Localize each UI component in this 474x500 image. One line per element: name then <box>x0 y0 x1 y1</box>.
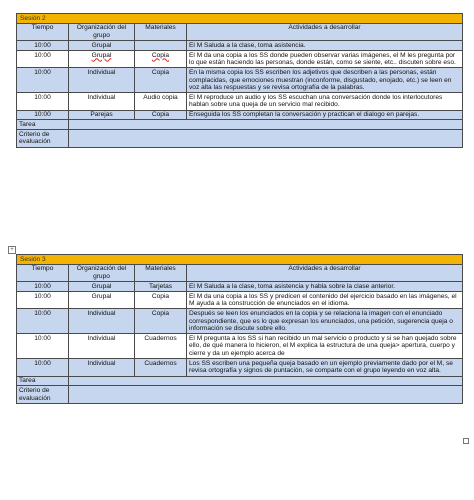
cell-materiales[interactable]: Copia <box>135 309 187 334</box>
footer-label-criterio: Criterio de evaluación <box>17 386 69 403</box>
cell-actividad[interactable]: El M Saluda a la clase, toma asistencia y habla sobre la clase anterior. <box>187 282 463 292</box>
table-row <box>17 334 463 359</box>
header-tiempo: Tiempo <box>17 23 69 40</box>
cell-materiales[interactable]: Cuadernos <box>135 359 187 376</box>
cell-grupo[interactable]: Individual <box>69 334 135 359</box>
cell-grupo[interactable]: Grupal <box>69 50 135 67</box>
header-actividades: Actividades a desarrollar <box>187 23 463 40</box>
session-3-table <box>16 254 463 404</box>
cell-materiales[interactable] <box>135 41 187 51</box>
header-organizacion: Organización del grupo <box>69 264 135 281</box>
cell-materiales[interactable]: Cuadernos <box>135 334 187 359</box>
footer-row-criterio <box>17 130 463 147</box>
cell-grupo[interactable]: Individual <box>69 309 135 334</box>
table-resize-handle-icon[interactable] <box>463 438 469 444</box>
cell-actividad[interactable]: Después se leen los enunciados en la copia y se relaciona la imagen con el enunciado correspondiente, que es lo que expresan los enunciados, una petición, sugerencia queja o información se discute sobre ello. <box>187 309 463 334</box>
cell-tiempo[interactable]: 10:00 <box>17 50 69 67</box>
header-materiales: Materiales <box>135 264 187 281</box>
footer-value-criterio[interactable] <box>69 130 463 147</box>
cell-actividad[interactable]: El M reproduce un audio y los SS escuchan una conversación donde los interlocutores hablan sobre una queja de un servicio mal recibido. <box>187 93 463 110</box>
footer-value-criterio[interactable] <box>69 386 463 403</box>
table-row <box>17 68 463 93</box>
session-title: Sesión 2 <box>17 14 463 24</box>
cell-tiempo[interactable]: 10:00 <box>17 41 69 51</box>
cell-grupo[interactable]: Grupal <box>69 291 135 308</box>
cell-materiales[interactable]: Copia <box>135 68 187 93</box>
table-row <box>17 291 463 308</box>
session-title-row <box>17 255 463 265</box>
header-row <box>17 23 463 40</box>
session-title-row <box>17 14 463 24</box>
table-row <box>17 50 463 67</box>
cell-grupo[interactable]: Individual <box>69 359 135 376</box>
cell-tiempo[interactable]: 10:00 <box>17 334 69 359</box>
cell-actividad[interactable]: El M da una copia a los SS donde pueden observar varias imágenes, el M les pregunta por lo que están haciendo las personas, donde están, como se siente, etc.. discuten sobre eso. <box>187 50 463 67</box>
header-materiales: Materiales <box>135 23 187 40</box>
cell-tiempo[interactable]: 10:00 <box>17 93 69 110</box>
cell-materiales[interactable]: Tarjetas <box>135 282 187 292</box>
cell-tiempo[interactable]: 10:00 <box>17 110 69 120</box>
cell-tiempo[interactable]: 10:00 <box>17 309 69 334</box>
cell-materiales[interactable]: Copia <box>135 291 187 308</box>
cell-grupo[interactable]: Parejas <box>69 110 135 120</box>
table-row <box>17 93 463 110</box>
cell-actividad[interactable]: El M pregunta a los SS si han recibido un mal servicio o producto y si se han quejado sobre ello, de qué manera lo hicieron, el M explica la estructura de una queja> apertura, cuerpo y cierre y da un ejemplo acerca de <box>187 334 463 359</box>
footer-label-tarea: Tarea <box>17 120 69 130</box>
cell-grupo[interactable]: Individual <box>69 68 135 93</box>
session-title: Sesión 3 <box>17 255 463 265</box>
footer-label-tarea: Tarea <box>17 376 69 386</box>
cell-materiales[interactable]: Copia <box>135 50 187 67</box>
table-row <box>17 110 463 120</box>
cell-grupo[interactable]: Grupal <box>69 282 135 292</box>
footer-row-criterio <box>17 386 463 403</box>
table-row <box>17 41 463 51</box>
header-actividades: Actividades a desarrollar <box>187 264 463 281</box>
header-row <box>17 264 463 281</box>
footer-value-tarea[interactable] <box>69 120 463 130</box>
cell-actividad[interactable]: Los SS escriben una pequeña queja basado en un ejemplo previamente dado por el M, se revisa ortografía y signos de puntación, se comparte con el grupo leyendo en voz alta. <box>187 359 463 376</box>
footer-row-tarea <box>17 376 463 386</box>
footer-value-tarea[interactable] <box>69 376 463 386</box>
cell-tiempo[interactable]: 10:00 <box>17 291 69 308</box>
table-row <box>17 309 463 334</box>
table-row <box>17 282 463 292</box>
header-tiempo: Tiempo <box>17 264 69 281</box>
footer-row-tarea <box>17 120 463 130</box>
cell-materiales[interactable]: Audio copia <box>135 93 187 110</box>
cell-tiempo[interactable]: 10:00 <box>17 282 69 292</box>
cell-actividad[interactable]: En la misma copia los SS escriben los adjetivos que describen a las personas, están complacidas, que emociones muestran (inconforme, disgustado, enojado, etc.) se leen en voz alta las respuestas y se revisa ortografía de la palabras. <box>187 68 463 93</box>
cell-tiempo[interactable]: 10:00 <box>17 68 69 93</box>
session-2-table <box>16 13 463 148</box>
header-organizacion: Organización del grupo <box>69 23 135 40</box>
cell-tiempo[interactable]: 10:00 <box>17 359 69 376</box>
table-move-handle-icon[interactable]: + <box>8 246 16 254</box>
cell-actividad[interactable]: Enseguida los SS completan la conversación y practican el dialogo en parejas. <box>187 110 463 120</box>
table-row <box>17 359 463 376</box>
cell-materiales[interactable]: Copia <box>135 110 187 120</box>
cell-grupo[interactable]: Grupal <box>69 41 135 51</box>
footer-label-criterio: Criterio de evaluación <box>17 130 69 147</box>
cell-actividad[interactable]: El M da una copia a los SS y predicen el contenido del ejercicio basado en las imágenes, el M ayuda a la construcción de enunciados en el idioma. <box>187 291 463 308</box>
cell-grupo[interactable]: Individual <box>69 93 135 110</box>
cell-actividad[interactable]: El M Saluda a la clase, toma asistencia. <box>187 41 463 51</box>
